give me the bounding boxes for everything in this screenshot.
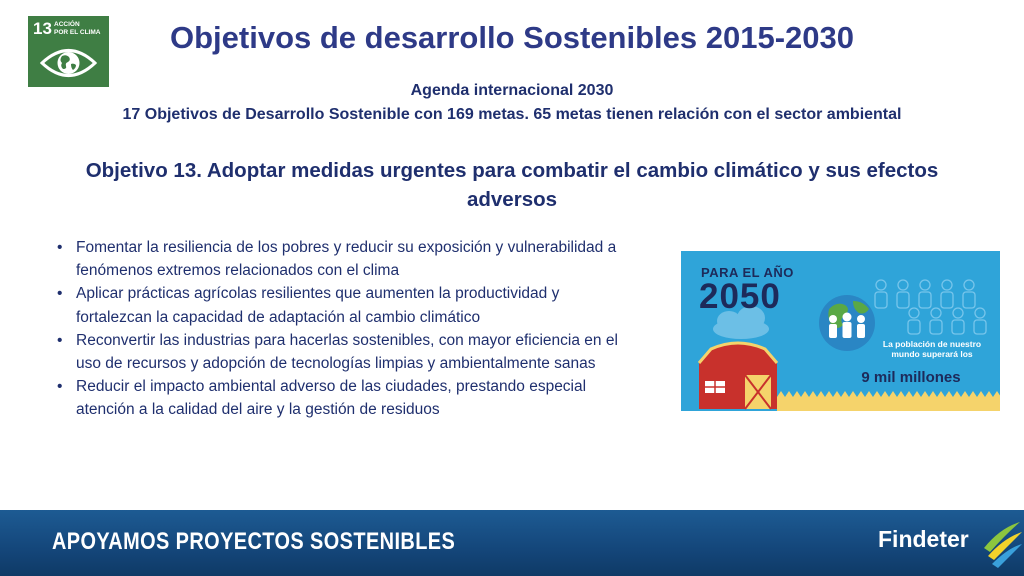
barn-icon: [699, 343, 777, 409]
badge-number: 13: [33, 19, 52, 38]
globe-people-icon: [819, 295, 875, 351]
badge-label-line2: POR EL CLIMA: [54, 28, 101, 36]
bullet-item: [56, 375, 636, 421]
agenda-subtitle: Agenda internacional 2030: [410, 82, 614, 99]
bullet-glyph: •: [57, 285, 63, 303]
bullet-list: [56, 236, 636, 422]
objective-heading: Objetivo 13. Adoptar medidas urgentes para combatir el cambio climático y sus efectos adversos: [85, 159, 939, 211]
bullet-text: Fomentar la resiliencia de los pobres y reducir su exposición y vulnerabilidad a fenómenos extremos relacionados con el clima: [76, 239, 617, 280]
infographic-note: La población de nuestro mundo superará los: [882, 339, 982, 359]
footer-slogan: APOYAMOS PROYECTOS SOSTENIBLES: [52, 528, 456, 555]
findeter-logo-text: Findeter: [878, 526, 969, 552]
bullet-text: Aplicar prácticas agrícolas resilientes que aumenten la productividad y fortalezcan la capacidad de adaptación al cambio climático: [76, 285, 560, 326]
bullet-item: [56, 329, 636, 375]
bullet-item: [56, 282, 636, 328]
bullet-text: Reconvertir las industrias para hacerlas sostenibles, con mayor eficiencia en el uso de recursos y adopción de tecnologías limpias y ambientalmente sanas: [76, 331, 618, 373]
bullet-glyph: •: [57, 331, 63, 349]
infographic-population: 9 mil millones: [861, 369, 961, 386]
findeter-swoosh-icon: [980, 518, 1022, 568]
population-infographic: [681, 251, 1000, 411]
crowd-icon: [875, 280, 986, 334]
infographic-year-label: PARA EL AÑO: [701, 265, 794, 280]
badge-label-line1: ACCIÓN: [54, 21, 80, 28]
bullet-glyph: •: [57, 378, 63, 396]
bullet-glyph: •: [57, 239, 63, 256]
bullet-item: [56, 236, 636, 282]
bullet-text: Reducir el impacto ambiental adverso de las ciudades, prestando especial atención a la calidad del aire y la gestión de residuos: [76, 378, 587, 419]
footer-bar: [0, 510, 1024, 576]
fence-icon: [777, 391, 1000, 411]
goals-summary: 17 Objetivos de Desarrollo Sostenible con 169 metas. 65 metas tienen relación con el sector ambiental: [122, 106, 902, 123]
infographic-year: 2050: [699, 277, 781, 316]
page-title: Objetivos de desarrollo Sostenibles 2015-2030: [169, 20, 854, 55]
